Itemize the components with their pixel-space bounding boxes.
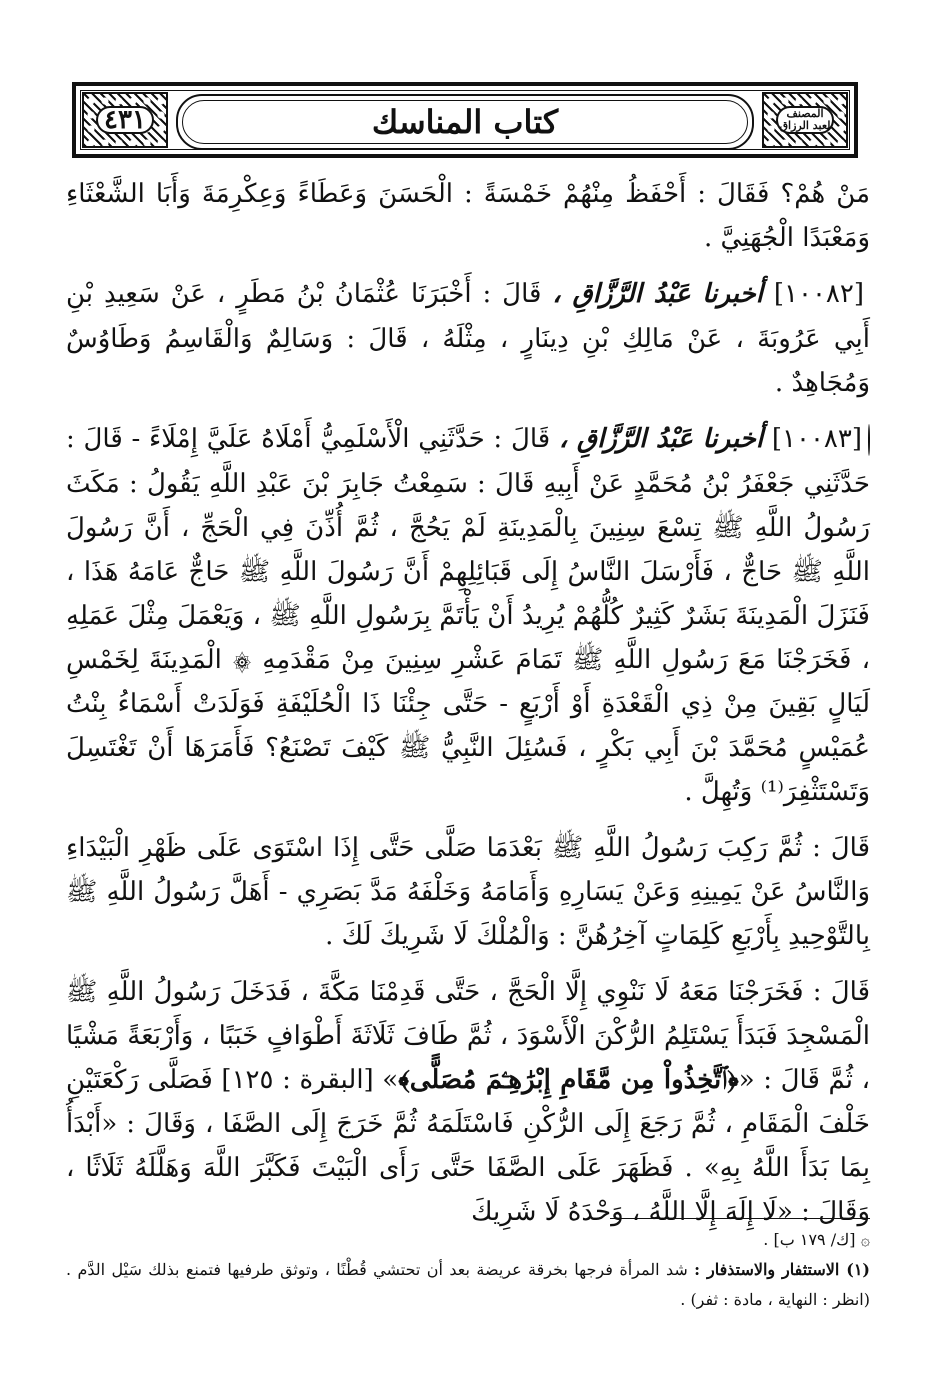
paragraph-1 [66,172,870,260]
main-text [66,172,870,1246]
footnote-1-text: شد المرأة فرجها بخرقة عريضة بعد أن تحتشي قُطْنًا ، وتوثق طرفيها فتمنع بذلك سَيْل الدَّم . (انظر : النهاية ، مادة : ثفر) . [66,1260,870,1309]
paragraph-4 [66,826,870,958]
hadith-number: [١٠٠٨٢] [773,279,865,309]
paragraph-text-before: قَالَ : فَخَرَجْنَا مَعَهُ لَا نَنْوِي إِلَّا الْحَجَّ ، حَتَّى قَدِمْنَا مَكَّةَ ، فَدَخَلَ رَسُولُ اللَّهِ ﷺ الْمَسْجِدَ فَبَدَأَ يَسْتَلِمُ الرُّكْنَ الْأَسْوَدَ ، ثُمَّ طَافَ ثَلَاثَةَ أَطْوَافٍ خَبَبًا ، وَأَرْبَعَةً مَشْيًا ، ثُمَّ قَالَ : « [66,977,871,1095]
title-cartouche [176,94,754,150]
page-number: ٤٣١ [104,104,146,135]
page-number-ornament [82,92,168,148]
paragraph-text-after: فَصَلَّى رَكْعَتَيْنِ خَلْفَ الْمَقَامِ ، ثُمَّ رَجَعَ إِلَى الرُّكْنِ فَاسْتَلَمَهُ ثُمَّ خَرَجَ إِلَى الصَّفَا ، وَقَالَ : «أَبْدَأُ بِمَا بَدَأَ اللَّهُ بِهِ» . فَظَهَرَ عَلَى الصَّفَا حَتَّى رَأَى الْبَيْتَ فَكَبَّرَ اللَّهَ وَهَلَّلَهُ ثَلَاثًا ، وَقَالَ : «لَا إِلَهَ إِلَّا اللَّهُ ، وَحْدَهُ لَا شَرِيكَ [66,1065,870,1227]
hadith-number: [١٠٠٨٣] [771,424,862,454]
footnote-divider [610,1218,870,1219]
ring-icon [868,424,870,456]
paragraph-text: قَالَ : ثُمَّ رَكِبَ رَسُولُ اللَّهِ ﷺ بَعْدَمَا صَلَّى حَتَّى إِذَا اسْتَوَى عَلَى ظَهْرِ الْبَيْدَاءِ وَالنَّاسُ عَنْ يَمِينِهِ وَعَنْ يَسَارِهِ وَأَمَامَهُ وَخَلْفَهُ مَدَّ بَصَرِي - أَهَلَّ رَسُولُ اللَّهِ ﷺ بِالتَّوْحِيدِ بِأَرْبَعِ كَلِمَاتٍ آخِرُهُنَّ : وَالْمُلْكَ لَا شَرِيكَ لَكَ . [66,833,870,951]
footnote-marker-note: ۞ [ك/ ١٧٩ ب] . [763,1230,870,1249]
page-header [72,82,858,158]
header-title: كتاب المناسك [371,103,559,141]
source-label-line2: لعبد الرزاق [779,119,831,132]
paragraph-text: مَنْ هُمْ؟ فَقَالَ : أَحْفَظُ مِنْهُمْ خَمْسَةً : الْحَسَنَ وَعَطَاءً وَعِكْرِمَةَ وَأَبَا الشَّعْثَاءِ وَمَعْبَدًا الْجُهَنِيَّ . [66,179,870,253]
source-label [776,106,834,134]
source-label-line1: المصنف [786,106,824,120]
hadith-text: قَالَ : أَخْبَرَنَا عُثْمَانُ بْنُ مَطَرٍ ، عَنْ سَعِيدِ بْنِ أَبِي عَرُوبَةَ ، عَنْ مَالِكِ بْنِ دِينَارٍ ، مِثْلَهُ ، قَالَ : وَسَالِمٌ وَالْقَاسِمُ وَطَاوُسٌ وَمُجَاهِدٌ . [66,279,870,398]
hadith-10082 [66,272,870,405]
footnotes [66,1218,870,1315]
hadith-10083 [66,417,870,814]
narrator-intro: أخبرنا عَبْدُ الرَّزَّاقِ ، [558,424,764,454]
narrator-intro: أخبرنا عَبْدُ الرَّزَّاقِ ، [552,279,763,309]
quran-verse: ﴿ٱتَّخِذُواْ مِن مَّقَامِ إِبْرَٰهِـۧمَ مُصَلًّى﴾ [398,1065,739,1095]
footnote-1 [66,1255,870,1315]
footnote-1-head: (١) الاستثفار والاستذفار : [694,1260,870,1279]
paragraph-5 [66,970,870,1234]
source-ornament [762,92,848,148]
quran-reference: » [البقرة : ١٢٥] [221,1065,399,1095]
hadith-text: قَالَ : حَدَّثَنِي الْأَسْلَمِيُّ أَمْلَاهُ عَلَيَّ إِمْلَاءً - قَالَ : حَدَّثَنِي جَعْفَرُ بْنُ مُحَمَّدٍ عَنْ أَبِيهِ قَالَ : سَمِعْتُ جَابِرَ بْنَ عَبْدِ اللَّهِ يَقُولُ : مَكَثَ رَسُولُ اللَّهِ ﷺ تِسْعَ سِنِينَ بِالْمَدِينَةِ لَمْ يَحُجَّ ، ثُمَّ أُذِّنَ فِي الْحَجِّ ، أَنَّ رَسُولَ اللَّهِ ﷺ حَاجٌّ ، فَأَرْسَلَ النَّاسُ إِلَى قَبَائِلِهِمْ أَنَّ رَسُولَ اللَّهِ ﷺ حَاجٌّ عَامَهُ هَذَا ، فَنَزَلَ الْمَدِينَةَ بَشَرٌ كَثِيرٌ كُلُّهُمْ يُرِيدُ أَنْ يَأْتَمَّ بِرَسُولِ اللَّهِ ﷺ ، وَيَعْمَلَ مِثْلَ عَمَلِهِ ، فَخَرَجْنَا مَعَ رَسُولِ اللَّهِ ﷺ تَمَامَ عَشْرِ سِنِينَ مِنْ مَقْدَمِهِ ۞ الْمَدِينَةَ لِخَمْسِ لَيَالٍ بَقِينَ مِنْ ذِي الْقَعْدَةِ أَوْ أَرْبَعٍ - حَتَّى جِئْنَا ذَا الْحُلَيْفَةِ فَوَلَدَتْ أَسْمَاءُ بِنْتُ عُمَيْسٍ مُحَمَّدَ بْنَ أَبِي بَكْرٍ ، فَسُئِلَ النَّبِيُّ ﷺ كَيْفَ تَصْنَعُ؟ فَأَمَرَهَا أَنْ تَغْتَسِلَ وَتَسْتَثْفِرَ⁽¹⁾ وَتُهِلَّ . [66,424,870,807]
